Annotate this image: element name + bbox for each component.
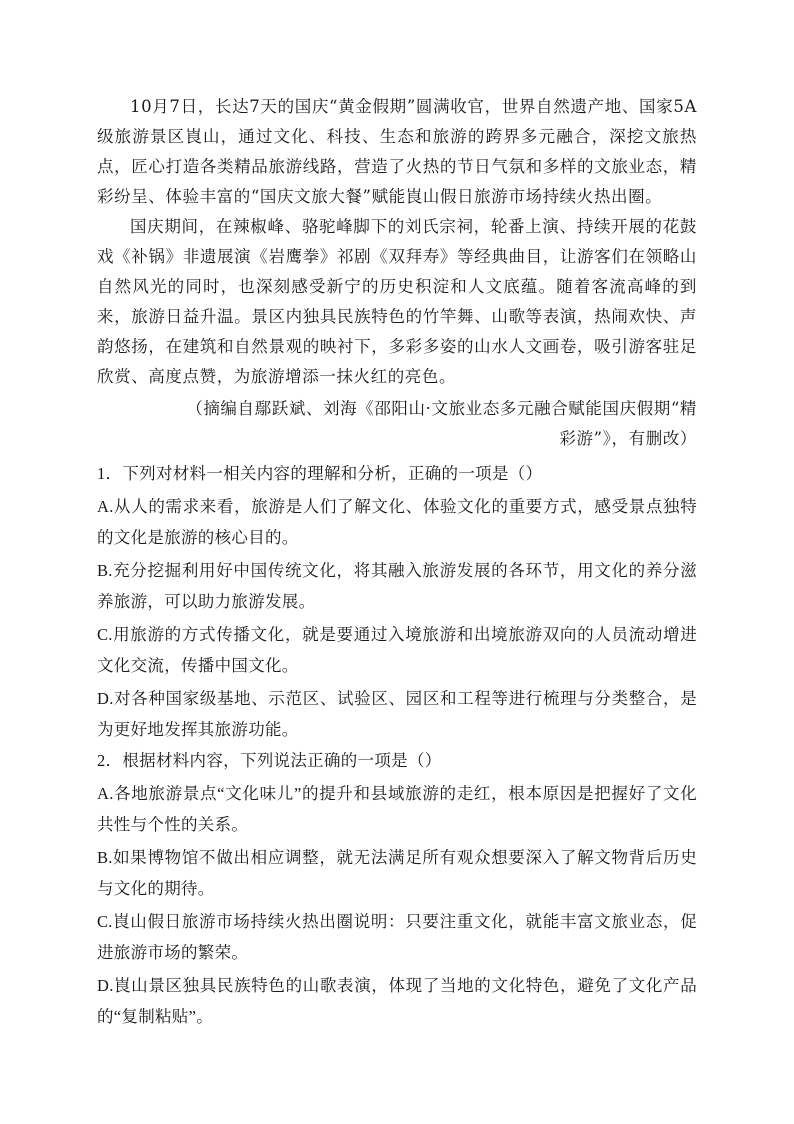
- passage-source: （摘编自鄢跃斌、刘海《邵阳山·文旅业态多元融合赋能国庆假期“精彩游”》，有删改）: [186, 399, 697, 448]
- question-2-option-b: B.如果博物馆不做出相应调整，就无法满足所有观众想要深入了解文物背后历史与文化的期待。: [97, 848, 697, 898]
- reading-passage: [97, 92, 697, 454]
- document-page: [97, 92, 697, 1032]
- question-1-option-d: D.对各种国家级基地、示范区、试验区、园区和工程等进行梳理与分类整合，是为更好地发挥其旅游功能。: [97, 689, 697, 739]
- question-list: [97, 458, 697, 1032]
- question-2-option-a: A.各地旅游景点“文化味儿”的提升和县域旅游的走红，根本原因是把握好了文化共性与个性的关系。: [97, 784, 697, 834]
- question-1-option-c: C.用旅游的方式传播文化，就是要通过入境旅游和出境旅游双向的人员流动增进文化交流，传播中国文化。: [97, 625, 697, 675]
- passage-paragraph-1: 10月7日，长达7天的国庆“黄金假期”圆满收官，世界自然遗产地、国家5A级旅游景区崀山，通过文化、科技、生态和旅游的跨界多元融合，深挖文旅热点，匠心打造各类精品旅游线路，营造了火热的节日气氛和多样的文旅业态，精彩纷呈、体验丰富的“国庆文旅大餐”赋能崀山假日旅游市场持续火热出圈。: [97, 97, 697, 206]
- question-1-option-a: A.从人的需求来看，旅游是人们了解文化、体验文化的重要方式，感受景点独特的文化是旅游的核心目的。: [97, 497, 697, 547]
- question-1: [97, 458, 697, 745]
- question-1-option-b: B.充分挖掘利用好中国传统文化，将其融入旅游发展的各环节，用文化的养分滋养旅游，可以助力旅游发展。: [97, 561, 697, 611]
- question-2-option-c: C.崀山假日旅游市场持续火热出圈说明：只要注重文化，就能丰富文旅业态，促进旅游市场的繁荣。: [97, 912, 697, 962]
- question-2-stem: 2．根据材料内容，下列说法正确的一项是（）: [97, 751, 442, 770]
- passage-paragraph-2: 国庆期间，在辣椒峰、骆驼峰脚下的刘氏宗祠，轮番上演、持续开展的花鼓戏《补锅》非遗展演《岩鹰拳》祁剧《双拜寿》等经典曲目，让游客们在领略山自然风光的同时，也深刻感受新宁的历史积淀和人文底蕴。随着客流高峰的到来，旅游日益升温。景区内独具民族特色的竹竿舞、山歌等表演，热闹欢快、声韵悠扬，在建筑和自然景观的映衬下，多彩多姿的山水人文画卷，吸引游客驻足欣赏、高度点赞，为旅游增添一抹火红的亮色。: [97, 217, 697, 386]
- question-2: [97, 745, 697, 1032]
- question-1-stem: 1．下列对材料一相关内容的理解和分析，正确的一项是（）: [97, 464, 543, 483]
- question-2-option-d: D.崀山景区独具民族特色的山歌表演，体现了当地的文化特色，避免了文化产品的“复制粘贴”。: [97, 976, 697, 1026]
